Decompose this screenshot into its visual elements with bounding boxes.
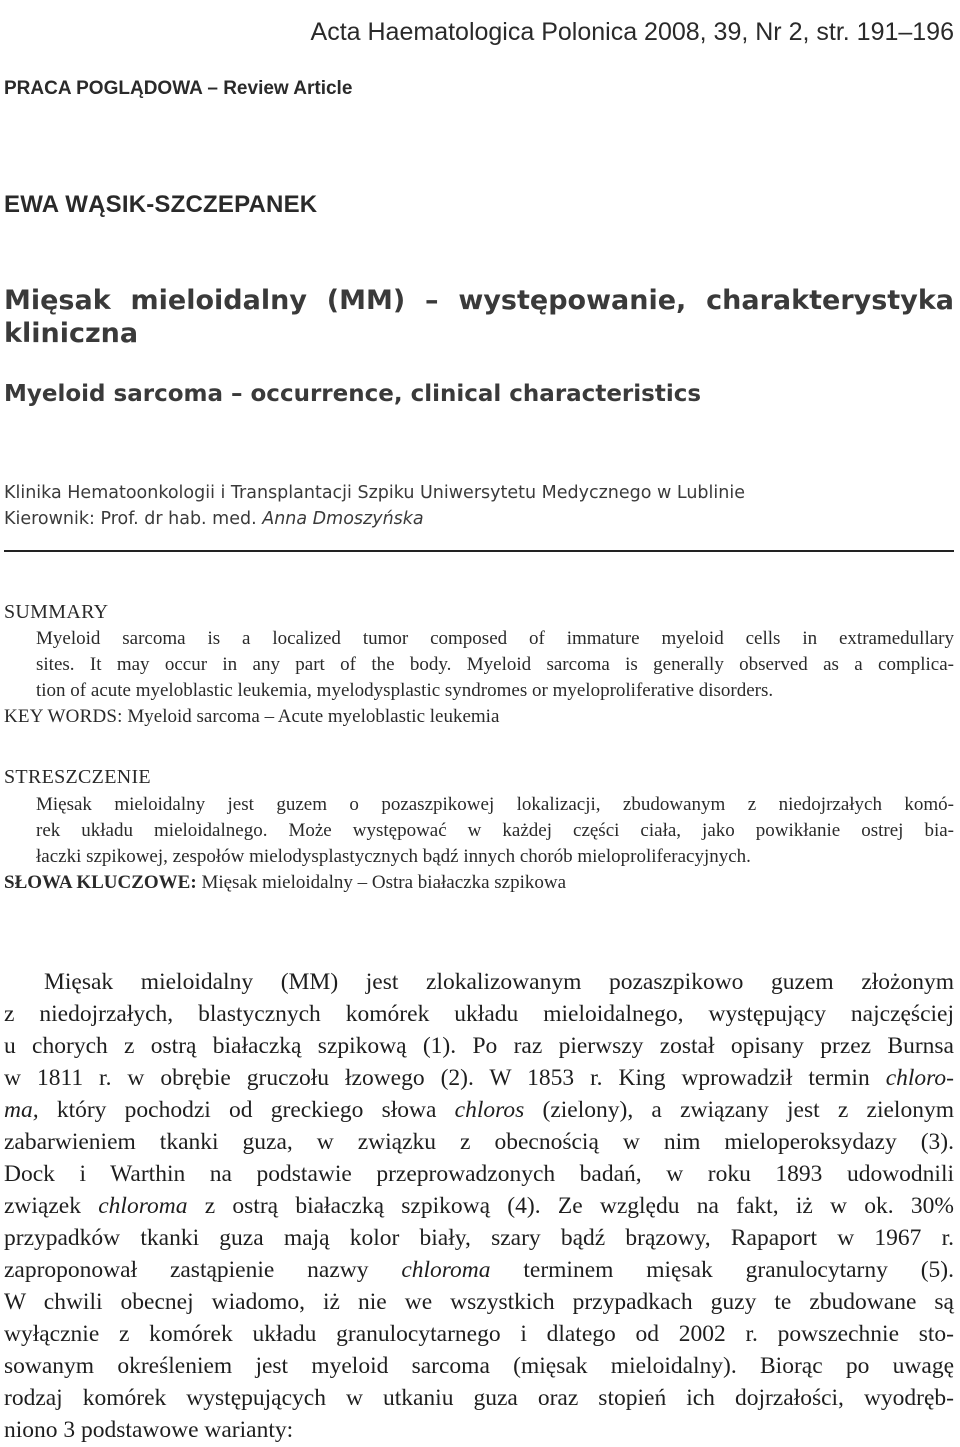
body-fragment: związek — [4, 1193, 99, 1219]
streszczenie-line: Mięsak mieloidalny jest guzem o pozaszpikowej lokalizacji, zbudowanym z niedojrzałych komó- — [36, 794, 954, 815]
body-fragment: terminem mięsak granulocytarny (5). — [490, 1257, 954, 1283]
author-name: EWA WĄSIK-SZCZEPANEK — [4, 191, 318, 218]
journal-citation: Acta Haematologica Polonica 2008, 39, Nr 2, str. 191–196 — [310, 18, 954, 46]
horizontal-rule — [4, 550, 954, 552]
body-fragment: z ostrą białaczką szpikową (4). Ze względu na fakt, iż w ok. 30% — [187, 1193, 954, 1219]
summary-line: sites. It may occur in any part of the body. Myeloid sarcoma is generally observed as a complica- — [36, 654, 954, 675]
body-fragment: (zielony), a związany jest z zielonym — [524, 1097, 954, 1123]
body-line: wyłącznie z komórek układu granulocytarnego i dlatego od 2002 r. powszechnie sto- — [4, 1321, 954, 1347]
body-line: W chwili obecnej wiadomo, iż nie we wszystkich przypadkach guzy te zbudowane są — [4, 1289, 954, 1315]
summary-text — [36, 626, 954, 704]
streszczenie-section — [4, 766, 954, 896]
body-line: niono 3 podstawowe warianty: — [4, 1417, 294, 1443]
title-polish-line-1: Mięsak mieloidalny (MM) – występowanie, charakterystyka — [4, 285, 954, 316]
title-english: Myeloid sarcoma – occurrence, clinical characteristics — [4, 381, 702, 407]
slowa-kluczowe-value: Mięsak mieloidalny – Ostra białaczka szpikowa — [196, 872, 567, 893]
affiliation-head-prefix: Kierownik: Prof. dr hab. med. — [4, 509, 263, 529]
affiliation-institution: Klinika Hematoonkologii i Transplantacji Szpiku Uniwersytetu Medycznego w Lublinie — [4, 483, 745, 503]
affiliation — [4, 480, 745, 532]
body-line: sowanym określeniem jest myeloid sarcoma (mięsak mieloidalny). Biorąc po uwagę — [4, 1353, 954, 1379]
affiliation-head — [4, 506, 745, 532]
body-line: Dock i Warthin na podstawie przeprowadzonych badań, w roku 1893 udowodnili — [4, 1161, 954, 1187]
summary-line: Myeloid sarcoma is a localized tumor composed of immature myeloid cells in extramedullary — [36, 628, 954, 649]
article-type: PRACA POGLĄDOWA – Review Article — [4, 78, 353, 99]
body-italic-term: chloros — [454, 1097, 525, 1123]
summary-section — [4, 601, 954, 730]
body-line: u chorych z ostrą białaczką szpikową (1). Po raz pierwszy został opisany przez Burnsa — [4, 1033, 954, 1059]
body-fragment: który pochodzi od greckiego słowa — [38, 1097, 455, 1123]
slowa-kluczowe-label: SŁOWA KLUCZOWE: — [4, 872, 197, 893]
summary-keywords — [4, 704, 954, 730]
title-polish-line-2: kliniczna — [4, 318, 139, 349]
body-fragment: zaproponował zastąpienie nazwy — [4, 1257, 402, 1283]
streszczenie-label: STRESZCZENIE — [4, 766, 151, 788]
body-italic-term: chloro- — [885, 1065, 954, 1091]
streszczenie-text — [36, 792, 954, 870]
body-line: zabarwieniem tkanki guza, w związku z obecnością w nim mieloperoksydazy (3). — [4, 1129, 954, 1155]
affiliation-head-name: Anna Dmoszyńska — [262, 509, 424, 529]
body-line: rodzaj komórek występujących w utkaniu guza oraz stopień ich dojrzałości, wyodręb- — [4, 1385, 954, 1411]
streszczenie-keywords — [4, 870, 954, 896]
body-italic-term: chloroma — [401, 1257, 491, 1283]
body-line — [4, 1094, 954, 1126]
keywords-value: Myeloid sarcoma – Acute myeloblastic leukemia — [122, 706, 500, 727]
body-italic-term: ma, — [4, 1097, 39, 1123]
title-polish — [4, 284, 954, 350]
body-line — [4, 1254, 954, 1286]
body-fragment: w 1811 r. w obrębie gruczołu łzowego (2). W 1853 r. King wprowadził termin — [4, 1065, 886, 1091]
body-line — [4, 1190, 954, 1222]
body-italic-term: chloroma — [98, 1193, 188, 1219]
body-line — [4, 1062, 954, 1094]
body-line: z niedojrzałych, blastycznych komórek układu mieloidalnego, występujący najczęściej — [4, 1001, 954, 1027]
body-line: Mięsak mieloidalny (MM) jest zlokalizowanym pozaszpikowo guzem złożonym — [44, 969, 954, 995]
keywords-label: KEY WORDS: — [4, 706, 123, 727]
streszczenie-line: łaczki szpikowej, zespołów mielodysplastycznych bądź innych chorób mieloproliferacyjnych. — [36, 846, 751, 867]
body-line: przypadków tkanki guza mają kolor biały, szary bądź brązowy, Rapaport w 1967 r. — [4, 1225, 954, 1251]
streszczenie-line: rek układu mieloidalnego. Może występować w każdej części ciała, jako powikłanie ostrej bia- — [36, 820, 954, 841]
summary-line: tion of acute myeloblastic leukemia, myelodysplastic syndromes or myeloproliferative disorders. — [36, 680, 774, 701]
summary-label: SUMMARY — [4, 601, 109, 623]
body-text — [4, 966, 954, 1446]
